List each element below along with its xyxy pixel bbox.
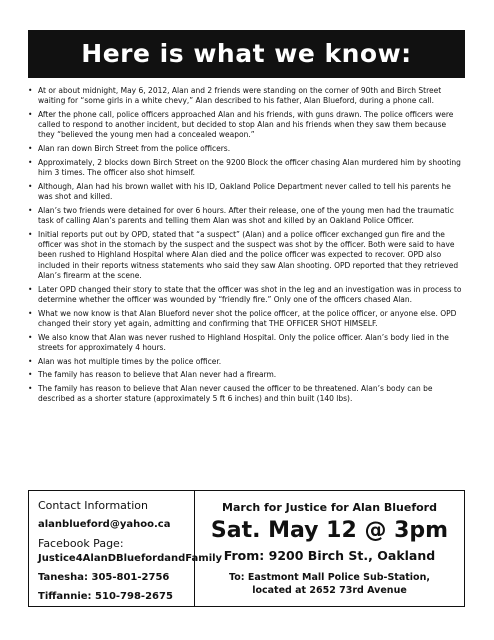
fact-item: • We also know that Alan was never rushed to Highland Hospital. Only the police officer. Alan’s body lied in the streets for approximately 4 hours.: [28, 333, 465, 353]
footer-box: [28, 490, 465, 607]
headline-banner: Here is what we know:: [28, 30, 465, 78]
fact-item: • Alan ran down Birch Street from the police officers.: [28, 144, 465, 154]
fact-item: • The family has reason to believe that Alan never caused the officer to be threatened. Alan’s body can be described as a shorter stature (approximately 5 ft 6 inches) and thin built (140 lbs).: [28, 384, 465, 404]
event-panel: [195, 491, 464, 606]
fact-item: • Alan was hot multiple times by the police officer.: [28, 357, 465, 367]
fact-item: • Approximately, 2 blocks down Birch Street on the 9200 Block the officer chasing Alan murdered him by shooting him 3 times. The officer also shot himself.: [28, 158, 465, 178]
fact-item: • After the phone call, police officers approached Alan and his friends, with guns drawn. The police officers were called to respond to another incident, but decided to stop Alan and his friends when they saw them because they “believed the young men had a concealed weapon.”: [28, 110, 465, 141]
facts-list: [28, 86, 465, 408]
contact-phone-tiffannie: Tiffannie: 510-798-2675: [38, 591, 173, 602]
contact-email: alanblueford@yahoo.ca: [38, 519, 171, 530]
event-from: From: 9200 Birch St., Oakland: [223, 548, 436, 563]
contact-panel: [29, 491, 223, 606]
facebook-label: Facebook Page:: [38, 537, 124, 550]
facebook-page: Justice4AlanDBluefordandFamily: [38, 553, 223, 564]
fact-item: • At or about midnight, May 6, 2012, Alan and 2 friends were standing on the corner of 90th and Birch Street waiting for “some girls in a white chevy,” Alan described to his father, Alan Blueford, during a phone call.: [28, 86, 465, 106]
fact-item: • Later OPD changed their story to state that the officer was shot in the leg and an investigation was in process to determine whether the officer was wounded by “friendly fire.” Only one of the officers chased Alan.: [28, 285, 465, 305]
fact-item: • What we now know is that Alan Blueford never shot the police officer, at the police officer, or anyone else. OPD changed their story yet again, admitting and confirming that THE OFFICER SHOT HIMSELF.: [28, 309, 465, 329]
event-title: March for Justice for Alan Blueford: [222, 501, 437, 514]
fact-item: • Although, Alan had his brown wallet with his ID, Oakland Police Department never called to tell his parents he was shot and killed.: [28, 182, 465, 202]
fact-item: • Initial reports put out by OPD, stated that “a suspect” (Alan) and a police officer exchanged gun fire and the officer was shot in the stomach by the suspect and the suspect was shot by the officer. Both were said to have been rushed to Highland Hospital where Alan died and the police officer was expected to recover. OPD also included in their reports witness statements who said they saw Alan shooting. OPD reported that they retrieved Alan’s firearm at the scene.: [28, 230, 465, 281]
fact-item: • The family has reason to believe that Alan never had a firearm.: [28, 370, 465, 380]
event-destination: [195, 571, 464, 597]
event-destination-line2: located at 2652 73rd Avenue: [252, 585, 407, 596]
event-date: Sat. May 12 @ 3pm: [210, 518, 449, 543]
contact-title: Contact Information: [38, 499, 148, 512]
event-destination-line1: To: Eastmont Mall Police Sub-Station,: [229, 572, 430, 583]
fact-item: • Alan’s two friends were detained for over 6 hours. After their release, one of the young men had the traumatic task of calling Alan’s parents and telling them Alan was shot and killed by an Oakland Police Officer.: [28, 206, 465, 226]
contact-phone-tanesha: Tanesha: 305-801-2756: [38, 572, 170, 583]
